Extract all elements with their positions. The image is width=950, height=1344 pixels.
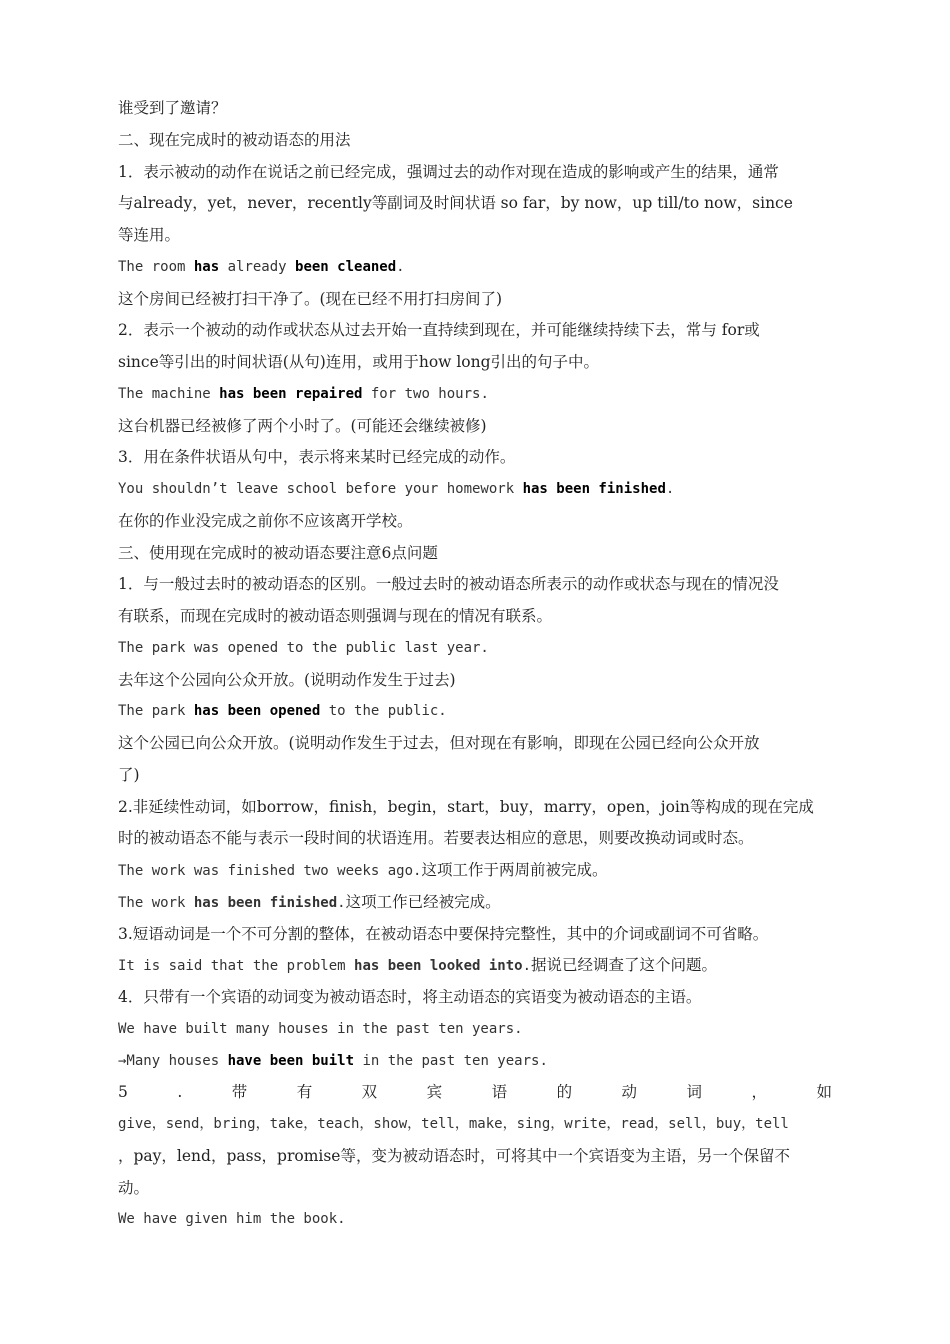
text-line: 5 . 带 有 双 宾 语 的 动 词 ， 如: [118, 1083, 832, 1102]
text-line: 谁受到了邀请？: [118, 99, 227, 117]
text-line: 3．用在条件状语从句中，表示将来某时已经完成的动作。: [118, 448, 516, 467]
text-line: 2．表示一个被动的动作或状态从过去开始一直持续到现在，并可能继续持续下去，常与 for或: [118, 321, 760, 340]
text-line: 有联系，而现在完成时的被动语态则强调与现在的情况有联系。: [118, 607, 553, 625]
text-line: since等引出的时间状语(从句)连用，或用于how long引出的句子中。: [118, 353, 600, 371]
section-heading: 二、现在完成时的被动语态的用法: [118, 130, 351, 149]
example-sentence: We have given him the book.: [118, 1211, 346, 1228]
section-heading: 三、使用现在完成时的被动语态要注意6点问题: [118, 543, 438, 562]
example-sentence: The park was opened to the public last year.: [118, 639, 489, 656]
example-sentence: The machine has been repaired for two hours.: [118, 385, 489, 402]
text-line: 3.短语动词是一个不可分割的整体，在被动语态中要保持完整性，其中的介词或副词不可省略。: [118, 924, 769, 943]
text-line: give，send，bring，take，teach，show，tell，make，sing，write，read，sell，buy，tell: [118, 1116, 789, 1132]
translation-line: 在你的作业没完成之前你不应该离开学校。: [118, 511, 413, 530]
document-page: [118, 93, 832, 1236]
example-sentence: →Many houses have been built in the past ten years.: [118, 1052, 548, 1069]
text-line: 2.非延续性动词，如borrow，finish，begin，start，buy，marry，open，join等构成的现在完成: [118, 797, 814, 816]
text-line: 4．只带有一个宾语的动词变为被动语态时，将主动语态的宾语变为被动语态的主语。: [118, 988, 702, 1006]
example-sentence: You shouldn’t leave school before your homework has been finished.: [118, 481, 675, 497]
text-line: 等连用。: [118, 226, 181, 244]
text-line: 1．表示被动的动作在说话之前已经完成，强调过去的动作对现在造成的影响或产生的结果，通常: [118, 162, 779, 181]
translation-line: 去年这个公园向公众开放。(说明动作发生于过去): [118, 670, 456, 689]
text-line: 1．与一般过去时的被动语态的区别。一般过去时的被动语态所表示的动作或状态与现在的情况没: [118, 575, 779, 594]
translation-line: 这个公园已向公众开放。(说明动作发生于过去，但对现在有影响，即现在公园已经向公众开放: [118, 734, 760, 752]
text-line: 时的被动语态不能与表示一段时间的状语连用。若要表达相应的意思，则要改换动词或时态。: [118, 829, 754, 848]
text-line: ，pay，lend，pass，promise等，变为被动语态时，可将其中一个宾语变为主语，另一个保留不: [118, 1146, 790, 1165]
example-sentence: The work has been finished.这项工作已经被完成。: [118, 892, 501, 911]
example-sentence: It is said that the problem has been looked into.据说已经调查了这个问题。: [118, 956, 718, 975]
translation-line: 这个房间已经被打扫干净了。(现在已经不用打扫房间了): [118, 289, 503, 308]
translation-line: 了): [118, 765, 140, 784]
example-sentence: The room has already been cleaned.: [118, 258, 405, 275]
text-line: 与already，yet，never，recently等副词及时间状语 so far，by now，up till/to now，since: [118, 194, 793, 213]
text-line: 动。: [118, 1178, 150, 1197]
example-sentence: We have built many houses in the past ten years.: [118, 1020, 523, 1037]
example-sentence: The park has been opened to the public.: [118, 703, 447, 720]
example-sentence: The work was finished two weeks ago.这项工作于两周前被完成。: [118, 861, 608, 879]
translation-line: 这台机器已经被修了两个小时了。(可能还会继续被修): [118, 416, 487, 435]
